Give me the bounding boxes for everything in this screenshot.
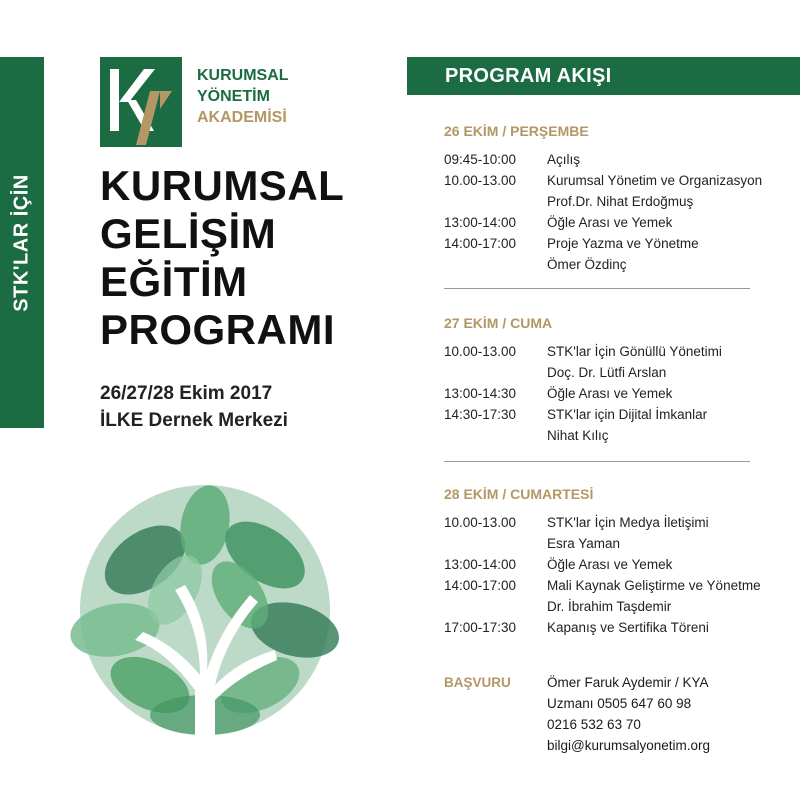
row-desc: Prof.Dr. Nihat Erdoğmuş	[547, 194, 694, 209]
logo-line-2: YÖNETİM	[197, 88, 270, 105]
application-email: bilgi@kurumsalyonetim.org	[547, 738, 711, 753]
row-desc: Esra Yaman	[547, 536, 621, 551]
main-title	[100, 162, 344, 354]
application-line: 0216 532 63 70	[547, 717, 641, 732]
application-line: Ömer Faruk Aydemir / KYA	[547, 675, 709, 690]
row-desc: STK'lar için Dijital İmkanlar	[547, 407, 708, 422]
schedule-row	[444, 575, 784, 596]
ky-logo-icon	[100, 57, 182, 147]
row-time	[444, 533, 547, 554]
title-line: EĞİTİM	[100, 258, 248, 305]
event-venue: İLKE Dernek Merkezi	[100, 410, 288, 431]
row-time: 13:00-14:30	[444, 386, 517, 401]
schedule-row	[444, 212, 784, 233]
row-time: 13:00-14:00	[444, 215, 517, 230]
row-time: 17:00-17:30	[444, 620, 517, 635]
row-desc: Proje Yazma ve Yönetme	[547, 236, 699, 251]
row-time	[444, 362, 547, 383]
row-time: 10.00-13.00	[444, 173, 517, 188]
row-desc: Kapanış ve Sertifika Töreni	[547, 620, 709, 635]
row-time	[444, 191, 547, 212]
side-label: STK'LAR İÇİN	[10, 173, 33, 312]
schedule-row	[444, 254, 784, 275]
application-details	[547, 672, 710, 756]
logo-text	[197, 65, 289, 128]
logo	[100, 57, 320, 147]
schedule-row	[444, 425, 784, 446]
row-desc: STK'lar İçin Gönüllü Yönetimi	[547, 344, 722, 359]
application-label: BAŞVURU	[444, 675, 511, 690]
schedule-row	[444, 554, 784, 575]
day-title: 27 EKİM / CUMA	[444, 315, 553, 331]
schedule-row	[444, 170, 784, 191]
side-band	[0, 57, 44, 428]
day-title: 26 EKİM / PERŞEMBE	[444, 123, 589, 139]
application-line: Uzmanı 0505 647 60 98	[547, 696, 692, 711]
schedule-row	[444, 596, 784, 617]
schedule-row	[444, 617, 784, 638]
row-desc: Öğle Arası ve Yemek	[547, 215, 673, 230]
row-time: 13:00-14:00	[444, 557, 517, 572]
application-block	[444, 672, 784, 756]
day-title: 28 EKİM / CUMARTESİ	[444, 486, 594, 502]
row-desc: Nihat Kılıç	[547, 428, 609, 443]
row-desc: Doç. Dr. Lütfi Arslan	[547, 365, 667, 380]
row-desc: Öğle Arası ve Yemek	[547, 386, 673, 401]
title-line: KURUMSAL	[100, 162, 345, 209]
divider	[444, 288, 750, 289]
schedule-row	[444, 149, 784, 170]
schedule-row	[444, 512, 784, 533]
row-desc: Öğle Arası ve Yemek	[547, 557, 673, 572]
row-time	[444, 596, 547, 617]
row-desc: STK'lar İçin Medya İletişimi	[547, 515, 709, 530]
title-line: PROGRAMI	[100, 306, 335, 353]
row-time: 14:30-17:30	[444, 407, 517, 422]
hands-tree-icon	[55, 470, 355, 790]
row-desc: Dr. İbrahim Taşdemir	[547, 599, 672, 614]
day-block	[444, 486, 784, 638]
schedule-row	[444, 191, 784, 212]
row-time: 10.00-13.00	[444, 344, 517, 359]
row-time: 14:00-17:00	[444, 236, 517, 251]
row-time	[444, 425, 547, 446]
row-time: 10.00-13.00	[444, 515, 517, 530]
row-desc: Mali Kaynak Geliştirme ve Yönetme	[547, 578, 761, 593]
event-dates: 26/27/28 Ekim 2017	[100, 383, 273, 404]
logo-line-1: KURUMSAL	[197, 67, 289, 84]
row-time: 14:00-17:00	[444, 578, 517, 593]
program-header	[407, 57, 800, 95]
day-block	[444, 123, 784, 275]
title-line: GELİŞİM	[100, 210, 277, 257]
logo-line-3: AKADEMİSİ	[197, 109, 287, 126]
schedule-row	[444, 404, 784, 425]
row-desc: Kurumsal Yönetim ve Organizasyon	[547, 173, 763, 188]
divider	[444, 461, 750, 462]
schedule-row	[444, 233, 784, 254]
row-desc: Ömer Özdinç	[547, 257, 627, 272]
day-block	[444, 315, 784, 446]
schedule-row	[444, 533, 784, 554]
row-desc: Açılış	[547, 152, 581, 167]
row-time	[444, 254, 547, 275]
program-header-title: PROGRAM AKIŞI	[445, 65, 612, 87]
row-time: 09:45-10:00	[444, 152, 517, 167]
schedule-row	[444, 362, 784, 383]
schedule-row	[444, 341, 784, 362]
schedule-row	[444, 383, 784, 404]
